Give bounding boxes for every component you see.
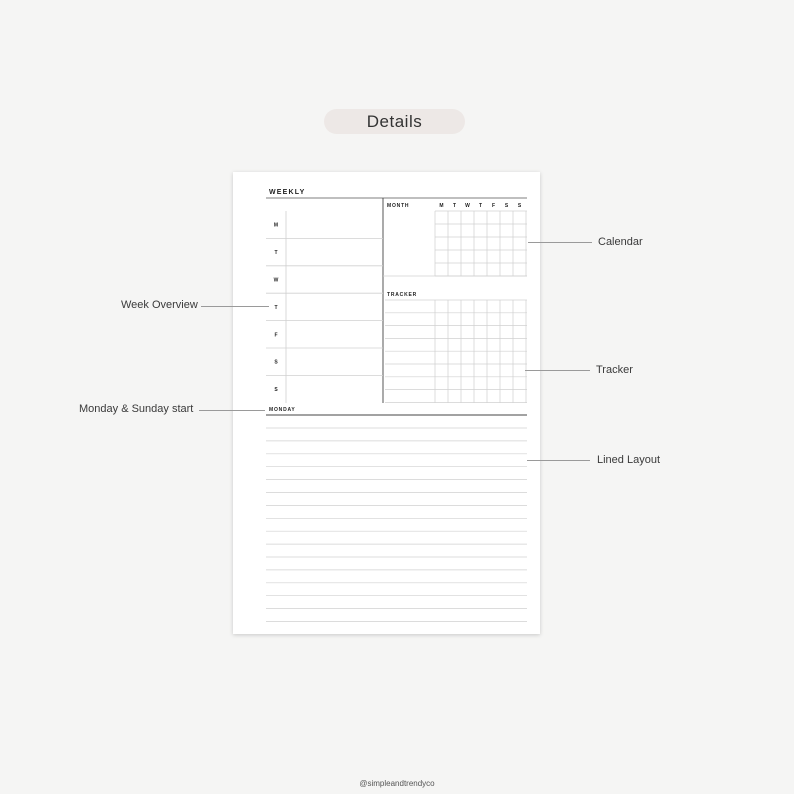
- day-label: T: [274, 304, 278, 311]
- day-label: F: [274, 332, 278, 339]
- title-badge: [324, 109, 465, 134]
- planner-layout: [233, 172, 540, 634]
- lined-layout-leader: [527, 460, 590, 461]
- tracker-label: TRACKER: [387, 292, 418, 298]
- calendar-day-label: W: [465, 203, 470, 209]
- calendar-day-label: M: [439, 203, 444, 209]
- monday-header: MONDAY: [269, 407, 296, 413]
- day-label: S: [274, 387, 278, 394]
- start-day-callout: Monday & Sunday start: [79, 403, 194, 415]
- day-label: W: [273, 277, 279, 284]
- planner-page: [233, 172, 540, 634]
- footer-handle: @simpleandtrendyco: [359, 779, 435, 788]
- day-label: T: [274, 250, 278, 257]
- weekly-header: WEEKLY: [269, 189, 306, 196]
- month-label: MONTH: [387, 203, 410, 209]
- title-text: Details: [366, 112, 423, 131]
- calendar-day-label: T: [478, 203, 483, 209]
- week-overview-callout: Week Overview: [121, 299, 198, 311]
- lined-layout: [266, 428, 527, 622]
- day-label: S: [274, 359, 278, 366]
- tracker-grid: [385, 300, 527, 403]
- calendar-callout: Calendar: [598, 236, 643, 248]
- calendar-day-label: T: [452, 203, 457, 209]
- calendar-day-label: S: [504, 203, 509, 209]
- tracker-leader: [525, 370, 590, 371]
- calendar-grid: [383, 203, 527, 276]
- tracker-callout: Tracker: [596, 364, 633, 376]
- calendar-day-label: F: [491, 203, 496, 209]
- calendar-day-label: S: [517, 203, 522, 209]
- week-overview-leader: [201, 306, 269, 307]
- lined-layout-callout: Lined Layout: [597, 454, 660, 466]
- week-overview-grid: [266, 211, 383, 403]
- start-day-leader: [199, 410, 265, 411]
- day-label: M: [273, 222, 279, 229]
- calendar-leader: [528, 242, 592, 243]
